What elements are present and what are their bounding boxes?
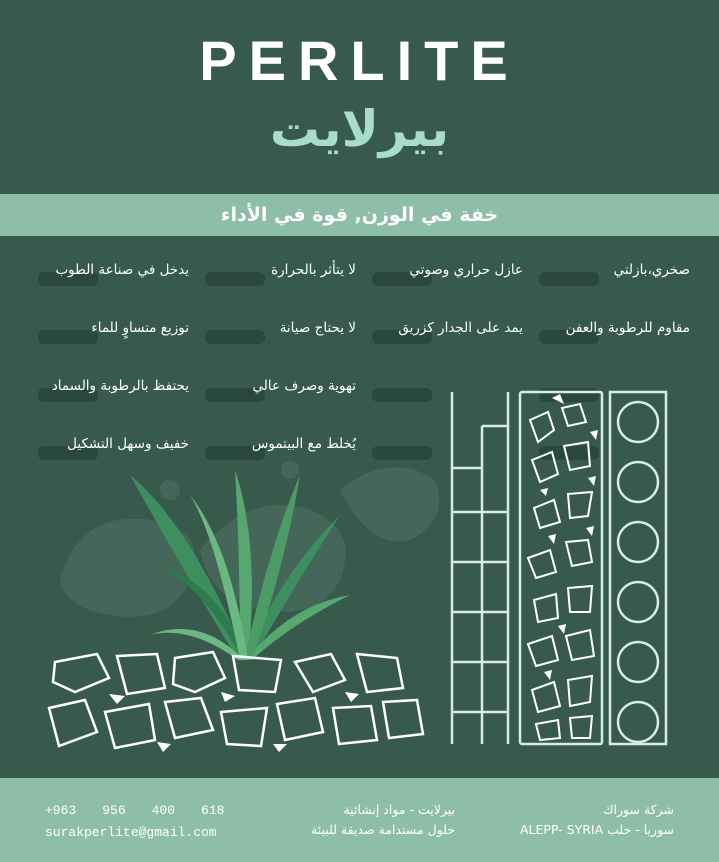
footer-product-info <box>265 800 455 840</box>
phone-part: 618 <box>201 803 225 818</box>
feature-item: تهوية وصرف عالي <box>197 372 356 430</box>
plant-illustration <box>120 455 360 675</box>
phone-number[interactable] <box>45 800 224 822</box>
feature-item: يدخل في صناعة الطوب <box>30 256 189 314</box>
product-line: بيرلايت - مواد إنشائية <box>343 802 455 817</box>
company-location: سوريا - حلب ALEPP- SYRIA <box>519 822 674 837</box>
email-address[interactable]: surakperlite@gmail.com <box>45 825 217 840</box>
footer-company-info <box>520 800 674 840</box>
company-name: شركة سوراك <box>603 802 674 817</box>
feature-item: يحتفظ بالرطوبة والسماد <box>30 372 189 430</box>
tagline-banner <box>0 194 719 236</box>
title-arabic: بيرلايت <box>269 100 450 158</box>
phone-part: 400 <box>151 803 176 818</box>
slogan: حلول مستدامة صديقة للبيئة <box>310 822 455 837</box>
phone-part: +963 <box>45 803 77 818</box>
footer <box>0 778 719 862</box>
stones-illustration <box>45 648 425 758</box>
feature-item: مقاوم للرطوبة والعفن <box>531 314 690 372</box>
feature-item: صخري،بازلتي <box>531 256 690 314</box>
feature-item: عازل حراري وصوتي <box>364 256 523 314</box>
feature-item: توزيع متساوٍ للماء <box>30 314 189 372</box>
tagline-text: خفة في الوزن, قوة في الأداء <box>220 204 499 226</box>
phone-part: 956 <box>102 803 126 818</box>
footer-contact <box>45 800 224 844</box>
feature-item: يمد على الجدار كزريق <box>364 314 523 372</box>
wall-sections-illustration <box>440 390 719 750</box>
feature-item: لا يتأثر بالحرارة <box>197 256 356 314</box>
title-english: PERLITE <box>199 29 520 92</box>
feature-item: لا يحتاج صيانة <box>197 314 356 372</box>
feature-item: خفيف وسهل التشكيل <box>30 430 189 488</box>
feature-item: يُخلط مع البيتموس <box>197 430 356 488</box>
